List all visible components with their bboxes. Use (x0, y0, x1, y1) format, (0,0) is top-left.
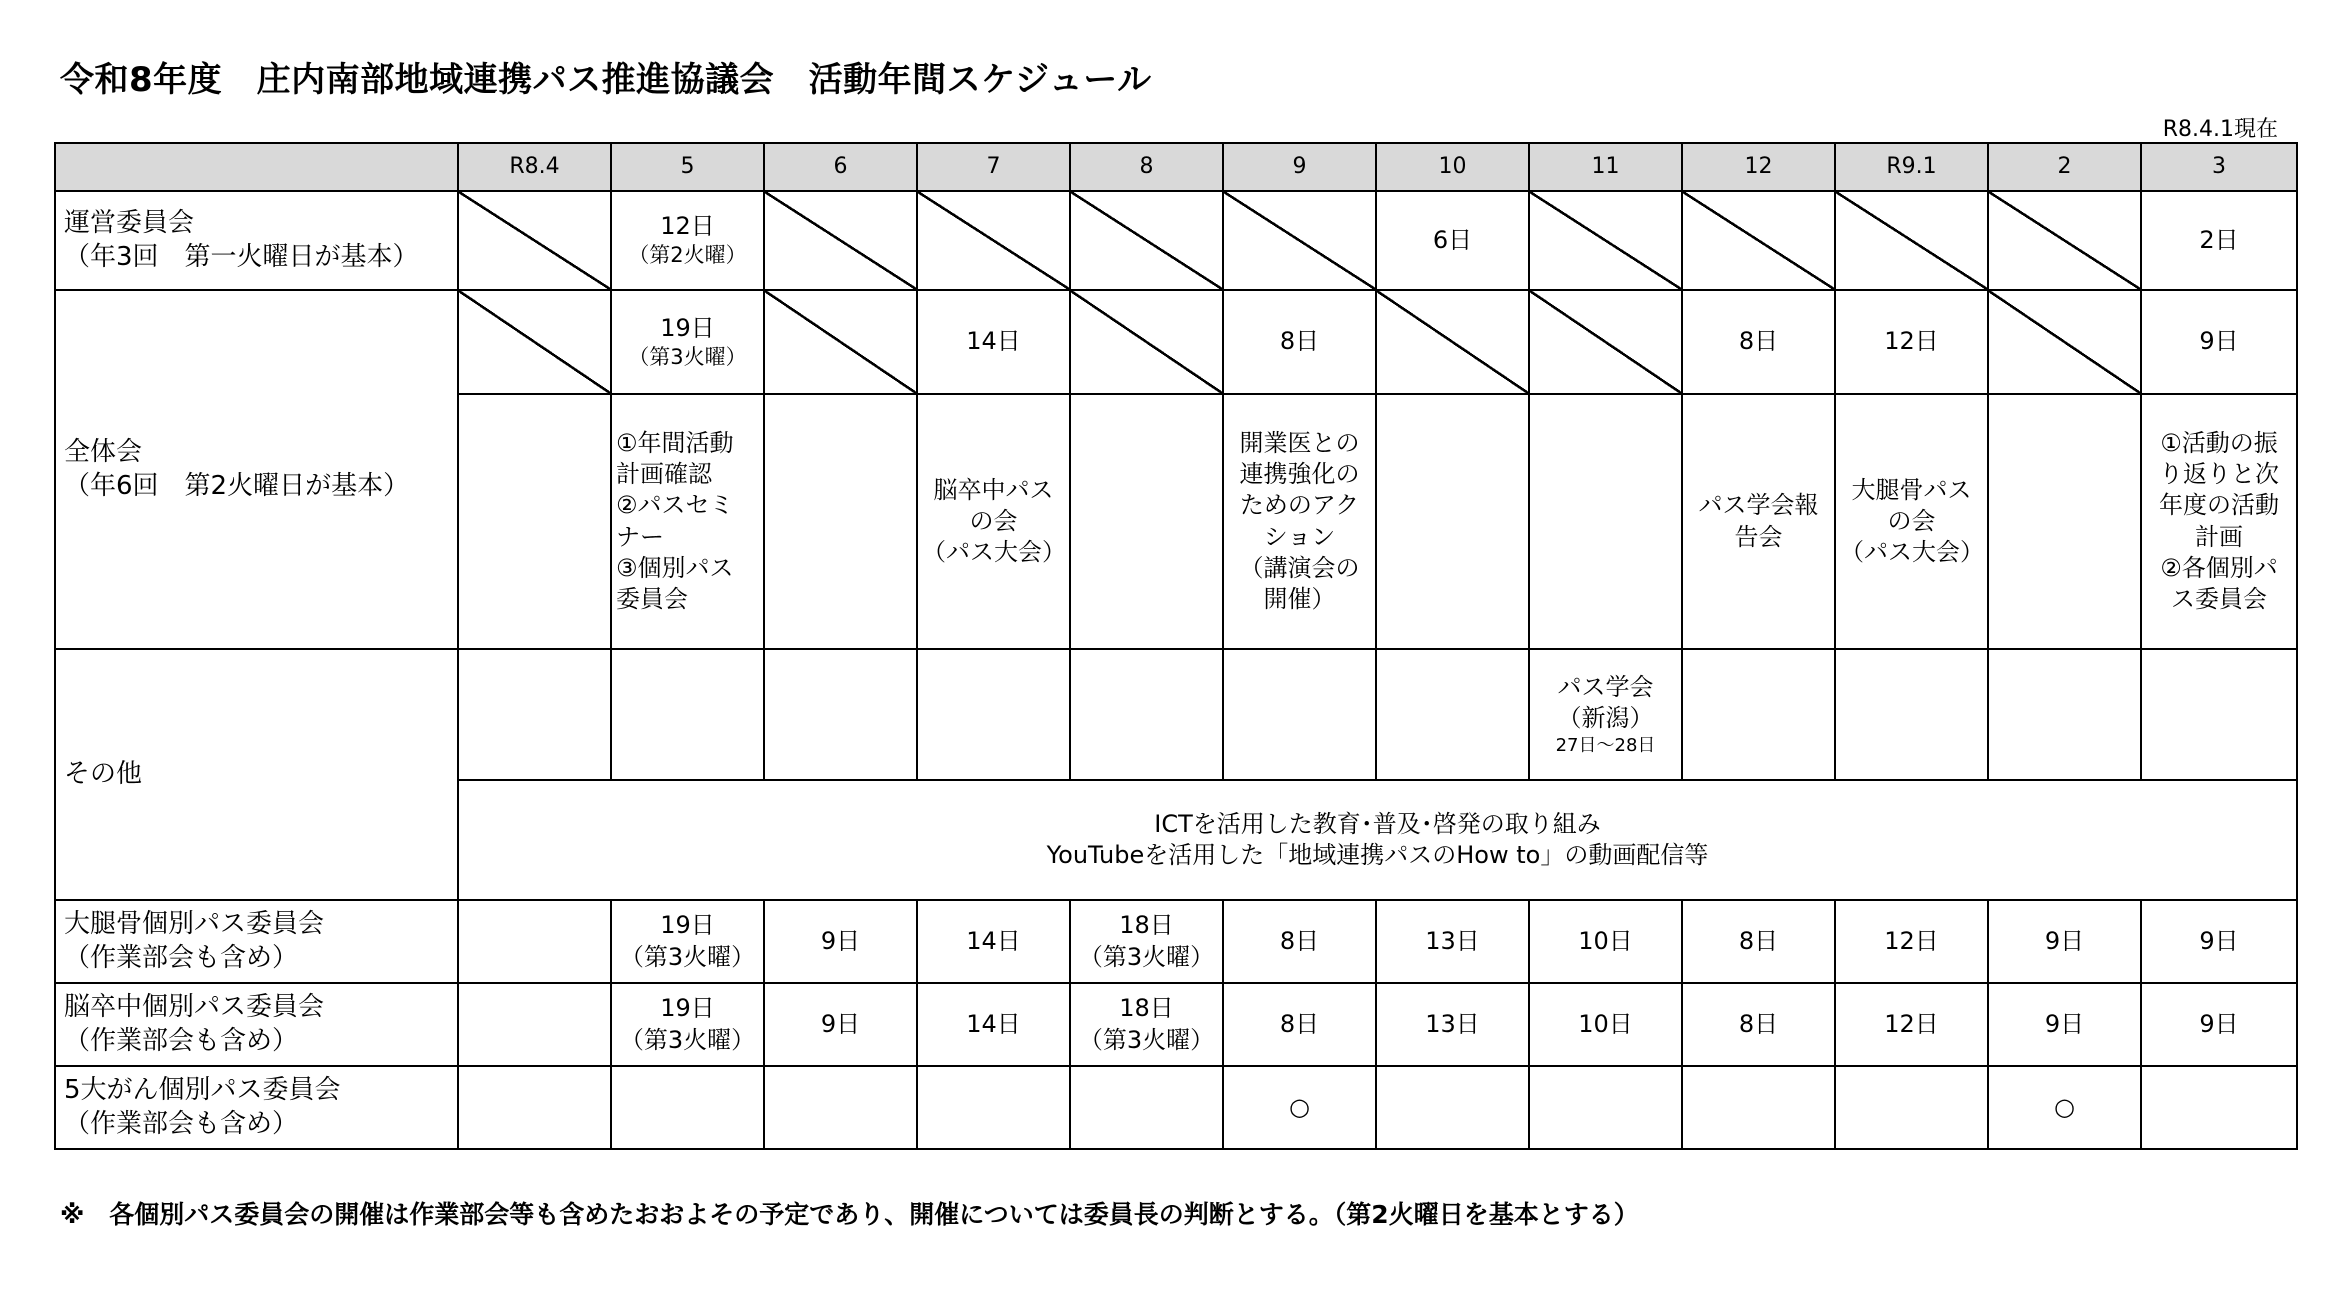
row-label-unei: 運営委員会 （年3回 第一火曜日が基本） (55, 191, 458, 290)
month-header: R9.1 (1835, 143, 1988, 191)
zentai-topic-may: ①年間活動 計画確認 ②パスセミ ナー ③個別パス 委員会 (611, 394, 764, 649)
empty-slash-cell (1682, 191, 1835, 290)
gan-cell (611, 1066, 764, 1149)
schedule-table (54, 142, 2298, 1150)
zentai-topic-sep: 開業医との 連携強化の ためのアク ション （講演会の 開催） (1223, 394, 1376, 649)
month-header: 10 (1376, 143, 1529, 191)
sonota-cell-nov: パス学会 （新潟） 27日～28日 (1529, 649, 1682, 780)
empty-slash-cell (1070, 290, 1223, 394)
zentai-date-mar: 9日 (2141, 290, 2297, 394)
zentai-date-dec: 8日 (1682, 290, 1835, 394)
nousotchu-cell (458, 983, 611, 1066)
zentai-topic-oct (1376, 394, 1529, 649)
daitai-cell: 9日 (1988, 900, 2141, 983)
empty-slash-cell (1988, 191, 2141, 290)
sonota-cell (917, 649, 1070, 780)
sonota-cell (1376, 649, 1529, 780)
daitai-cell: 9日 (764, 900, 917, 983)
daitai-cell: 8日 (1682, 900, 1835, 983)
gan-cell (458, 1066, 611, 1149)
empty-slash-cell (1988, 290, 2141, 394)
daitai-cell: 19日 （第3火曜） (611, 900, 764, 983)
month-header: 8 (1070, 143, 1223, 191)
zentai-date-jul: 14日 (917, 290, 1070, 394)
empty-slash-cell (917, 191, 1070, 290)
zentai-date-jan: 12日 (1835, 290, 1988, 394)
header-corner (55, 143, 458, 191)
zentai-topic-mar: ①活動の振 り返りと次 年度の活動 計画 ②各個別パ ス委員会 (2141, 394, 2297, 649)
zentai-topic-feb (1988, 394, 2141, 649)
month-header: 3 (2141, 143, 2297, 191)
unei-cell-may: 12日 （第2火曜） (611, 191, 764, 290)
row-label-gan: 5大がん個別パス委員会 （作業部会も含め） (55, 1066, 458, 1149)
zentai-topic-apr (458, 394, 611, 649)
daitai-cell: 13日 (1376, 900, 1529, 983)
daitai-cell: 9日 (2141, 900, 2297, 983)
page-title: 令和8年度 庄内南部地域連携パス推進協議会 活動年間スケジュール (60, 60, 1152, 100)
sonota-cell (1070, 649, 1223, 780)
daitai-cell: 10日 (1529, 900, 1682, 983)
zentai-topic-nov (1529, 394, 1682, 649)
nousotchu-cell: 9日 (1988, 983, 2141, 1066)
sonota-cell (611, 649, 764, 780)
zentai-topic-dec: パス学会報 告会 (1682, 394, 1835, 649)
gan-cell (1835, 1066, 1988, 1149)
unei-cell-oct: 6日 (1376, 191, 1529, 290)
empty-slash-cell (1376, 290, 1529, 394)
month-header: 12 (1682, 143, 1835, 191)
empty-slash-cell (1835, 191, 1988, 290)
empty-slash-cell (1223, 191, 1376, 290)
nousotchu-cell: 9日 (2141, 983, 2297, 1066)
gan-cell (1376, 1066, 1529, 1149)
sonota-row (55, 649, 2297, 780)
empty-slash-cell (1529, 191, 1682, 290)
as-of-date: R8.4.1現在 (2162, 117, 2278, 142)
empty-slash-cell (764, 191, 917, 290)
nousotchu-cell: 9日 (764, 983, 917, 1066)
zentai-topic-jan: 大腿骨パス の会 （パス大会） (1835, 394, 1988, 649)
nousotchu-row (55, 983, 2297, 1066)
month-header: R8.4 (458, 143, 611, 191)
zentai-topic-aug (1070, 394, 1223, 649)
nousotchu-cell: 8日 (1682, 983, 1835, 1066)
gan-cell (1682, 1066, 1835, 1149)
gan-cell (1529, 1066, 1682, 1149)
month-header: 5 (611, 143, 764, 191)
nousotchu-cell: 8日 (1223, 983, 1376, 1066)
unei-cell-mar: 2日 (2141, 191, 2297, 290)
row-label-zentai: 全体会 （年6回 第2火曜日が基本） (55, 290, 458, 649)
unei-row (55, 191, 2297, 290)
footnote: ※ 各個別パス委員会の開催は作業部会等も含めたおおよその予定であり、開催については委員長の判断とする。（第2火曜日を基本とする） (60, 1200, 1639, 1229)
sonota-cell (1988, 649, 2141, 780)
month-header-row (55, 143, 2297, 191)
gan-cell (764, 1066, 917, 1149)
month-header: 11 (1529, 143, 1682, 191)
daitai-cell: 14日 (917, 900, 1070, 983)
daitai-cell: 12日 (1835, 900, 1988, 983)
nousotchu-cell: 10日 (1529, 983, 1682, 1066)
daitai-cell: 8日 (1223, 900, 1376, 983)
gan-cell (2141, 1066, 2297, 1149)
sonota-cell (1835, 649, 1988, 780)
row-label-daitai: 大腿骨個別パス委員会 （作業部会も含め） (55, 900, 458, 983)
sonota-cell (458, 649, 611, 780)
empty-slash-cell (458, 290, 611, 394)
empty-slash-cell (1070, 191, 1223, 290)
gan-row (55, 1066, 2297, 1149)
gan-cell-sep: ○ (1223, 1066, 1376, 1149)
zentai-date-row (55, 290, 2297, 394)
daitai-cell (458, 900, 611, 983)
sonota-cell (2141, 649, 2297, 780)
nousotchu-cell: 18日 （第3火曜） (1070, 983, 1223, 1066)
ict-activity-cell: ICTを活用した教育･普及･啓発の取り組み YouTubeを活用した「地域連携パスのHow to」の動画配信等 (458, 780, 2297, 900)
sonota-cell (764, 649, 917, 780)
empty-slash-cell (1529, 290, 1682, 394)
nousotchu-cell: 19日 （第3火曜） (611, 983, 764, 1066)
gan-cell (917, 1066, 1070, 1149)
row-label-sonota: その他 (55, 649, 458, 900)
nousotchu-cell: 12日 (1835, 983, 1988, 1066)
nousotchu-cell: 14日 (917, 983, 1070, 1066)
nousotchu-cell: 13日 (1376, 983, 1529, 1066)
zentai-date-may: 19日 （第3火曜） (611, 290, 764, 394)
empty-slash-cell (458, 191, 611, 290)
row-label-nousotchu: 脳卒中個別パス委員会 （作業部会も含め） (55, 983, 458, 1066)
month-header: 2 (1988, 143, 2141, 191)
sonota-cell (1223, 649, 1376, 780)
month-header: 6 (764, 143, 917, 191)
zentai-topic-jul: 脳卒中パス の会 （パス大会） (917, 394, 1070, 649)
zentai-date-sep: 8日 (1223, 290, 1376, 394)
empty-slash-cell (764, 290, 917, 394)
zentai-topic-jun (764, 394, 917, 649)
daitai-cell: 18日 （第3火曜） (1070, 900, 1223, 983)
daitai-row (55, 900, 2297, 983)
gan-cell-feb: ○ (1988, 1066, 2141, 1149)
month-header: 7 (917, 143, 1070, 191)
sonota-cell (1682, 649, 1835, 780)
month-header: 9 (1223, 143, 1376, 191)
gan-cell (1070, 1066, 1223, 1149)
